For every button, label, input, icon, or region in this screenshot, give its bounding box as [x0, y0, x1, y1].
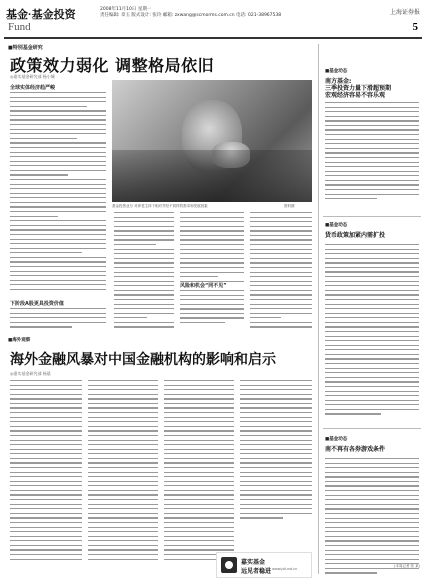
masthead-rule: [4, 37, 422, 39]
article2-text-col-1: [10, 380, 82, 563]
article1-text-col-2: [114, 212, 174, 331]
article1-text-col-1b: [10, 308, 106, 331]
fund-advertisement[interactable]: [216, 552, 312, 578]
photo-credit: 资料图: [284, 204, 295, 208]
masthead: [4, 4, 422, 38]
section-title: 基金·基金投资: [6, 9, 76, 21]
section-english-title: Fund: [8, 21, 31, 33]
sidebar-kicker-2: ■基金动态: [325, 223, 348, 228]
article2-text-col-4: [240, 380, 312, 522]
sidebar-text-2: [325, 244, 419, 418]
paper-name: 上海证券报: [389, 9, 420, 16]
article1-text-col-1: [10, 92, 106, 293]
right-sidebar: [318, 44, 422, 574]
article1-subhead-1: 全球实体经济趋严峻: [10, 85, 56, 91]
sidebar-headline-3: 南不再有各券游戏条件: [325, 446, 386, 453]
masthead-meta: [100, 7, 350, 19]
sidebar-rule-2: [323, 428, 421, 429]
article2-text-col-3: [164, 380, 234, 563]
ad-slogan: 远见者稳进: [241, 568, 272, 575]
article1-subhead-2: 下阶段A股更具投资价值: [10, 301, 64, 307]
editor-info: 责任编辑: 章玉 版式设计: 张玲 邮箱: zxwang@scmorms.com.cn 电话: 021-38967538: [100, 13, 282, 18]
sidebar-kicker-1: ■基金动态: [325, 69, 348, 74]
article1-text-col-3: [180, 212, 244, 285]
fund-logo-icon: [221, 557, 237, 573]
article1-headline: 政策效力弱化 调整格局依旧: [10, 56, 215, 75]
sidebar-headline-1: 南方基金: 三季投资力量下滑超预期 宏观经济容易不容乐观: [325, 78, 392, 99]
sidebar-rule-1: [323, 216, 421, 217]
sidebar-text-1: [325, 102, 419, 203]
article1-text-col-4: [250, 212, 312, 331]
ad-url: www.jsfund.cn: [272, 567, 298, 571]
article2-byline: ◎嘉实基金研究部 杨晨: [10, 371, 51, 376]
article2-headline: 海外金融风暴对中国金融机构的影响和启示: [10, 352, 276, 368]
sidebar-headline-2: 货币政策加紧内需扩投: [325, 232, 386, 239]
photo-caption: 基金投资业分 对养老主持下相对并经不同样的需求和发展因素: [112, 204, 208, 208]
sidebar-text-3: [325, 458, 419, 577]
article2-kicker: ■海外观察: [8, 338, 31, 343]
ad-brand: 嘉实基金: [241, 559, 266, 566]
photo-shadow: [112, 150, 312, 202]
article1-photo: [112, 80, 312, 202]
issue-date: 2008年11月10日 星期一: [100, 7, 152, 12]
newspaper-page: [4, 4, 422, 575]
article1-kicker: ■特别基金研究: [8, 45, 43, 51]
article1-subhead-3: 风险和机会“同不见”: [180, 283, 227, 289]
page-number: 5: [412, 21, 418, 33]
article2-text-col-2: [88, 380, 158, 563]
article1-byline: ◎嘉实基金研究部 杨小城: [10, 74, 55, 79]
sidebar-kicker-3: ■基金动态: [325, 437, 348, 442]
sidebar-signature: (本周记者 张 某): [394, 564, 420, 568]
article1-text-col-3b: [180, 290, 244, 327]
